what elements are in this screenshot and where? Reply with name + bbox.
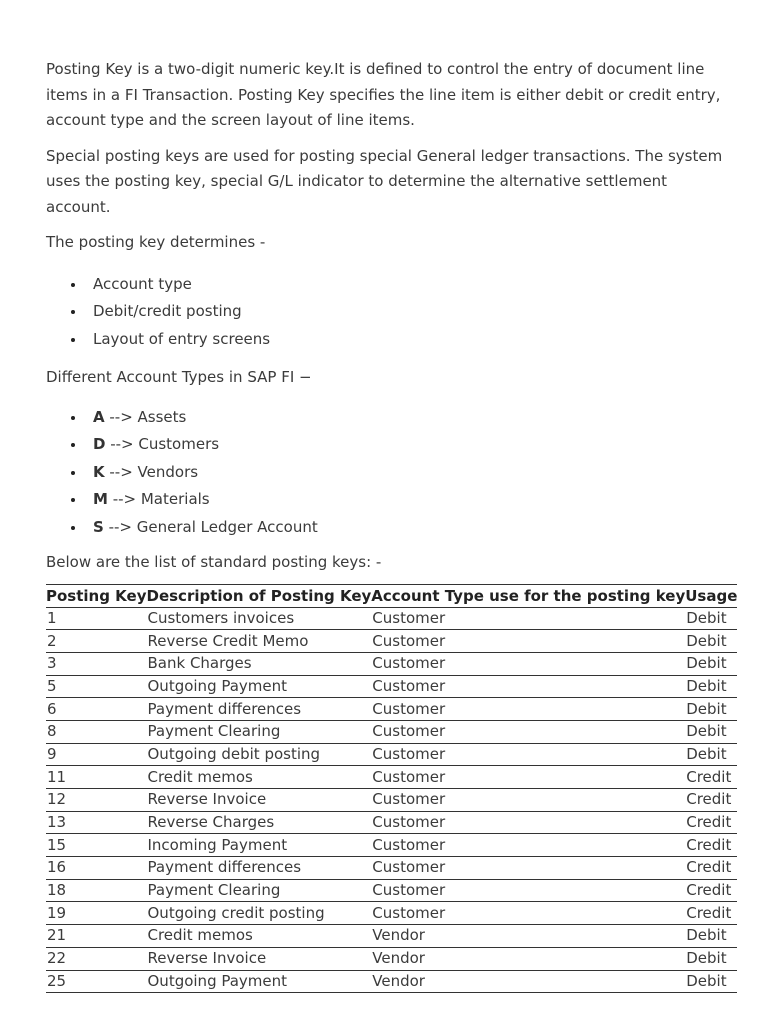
account-label: --> Assets (104, 407, 187, 426)
table-row (46, 675, 737, 698)
determines-heading: The posting key determines - (46, 233, 266, 251)
usage-cell: Credit (685, 834, 737, 857)
list-item (93, 514, 736, 542)
description-cell: Reverse Charges (147, 811, 372, 834)
table-row (46, 630, 737, 653)
posting-key-cell: 21 (46, 925, 147, 948)
intro-paragraph: Posting Key is a two-digit numeric key.It is defined to control the entry of document line items in a FI Transaction. Posting Key specifies the line item is either debit or credit entry, account type and the screen layout of line items. (46, 60, 721, 129)
account-type-cell: Vendor (371, 970, 685, 993)
column-header-account-type: Account Type use for the posting key (371, 584, 685, 607)
description-cell: Outgoing Payment (147, 970, 372, 993)
posting-key-cell: 15 (46, 834, 147, 857)
account-type-cell: Vendor (371, 925, 685, 948)
account-label: --> Customers (105, 435, 220, 453)
table-row (46, 652, 737, 675)
usage-cell: Credit (685, 879, 737, 902)
account-code: K (93, 462, 105, 481)
list-item: Account type (93, 271, 736, 299)
description-cell: Reverse Credit Memo (147, 630, 372, 653)
usage-cell: Debit (685, 675, 737, 698)
account-code: M (93, 490, 108, 508)
table-row (46, 834, 737, 857)
description-cell: Bank Charges (147, 652, 372, 675)
posting-key-cell: 5 (46, 675, 147, 698)
table-row (46, 766, 737, 789)
posting-key-cell: 6 (46, 698, 147, 721)
usage-cell: Debit (685, 947, 737, 970)
account-type-cell: Customer (371, 743, 685, 766)
posting-key-cell: 11 (46, 766, 147, 789)
usage-cell: Debit (685, 743, 737, 766)
posting-key-cell: 1 (46, 607, 147, 630)
posting-key-cell: 16 (46, 857, 147, 880)
description-cell: Reverse Invoice (147, 947, 372, 970)
usage-cell: Credit (685, 789, 737, 812)
determines-list (46, 271, 736, 354)
table-row (46, 720, 737, 743)
usage-cell: Debit (685, 720, 737, 743)
description-cell: Outgoing Payment (147, 675, 372, 698)
account-code: S (93, 517, 104, 536)
column-header-description: Description of Posting Key (147, 584, 372, 607)
list-item: Layout of entry screens (93, 326, 736, 354)
account-label: --> Materials (107, 490, 210, 508)
account-label: --> Vendors (104, 462, 199, 481)
article-body (46, 57, 736, 993)
description-cell: Reverse Invoice (147, 789, 372, 812)
posting-key-cell: 18 (46, 879, 147, 902)
account-type-cell: Customer (371, 675, 685, 698)
usage-cell: Credit (685, 811, 737, 834)
posting-keys-table (46, 584, 737, 994)
account-type-cell: Customer (371, 698, 685, 721)
table-row (46, 811, 737, 834)
usage-cell: Debit (685, 652, 737, 675)
posting-key-cell: 19 (46, 902, 147, 925)
posting-key-cell: 2 (46, 630, 147, 653)
description-cell: Credit memos (147, 925, 372, 948)
table-row (46, 925, 737, 948)
table-row (46, 789, 737, 812)
account-type-cell: Customer (371, 834, 685, 857)
list-item (93, 486, 736, 514)
description-cell: Incoming Payment (147, 834, 372, 857)
list-item (93, 459, 736, 487)
account-types-list (46, 404, 736, 542)
usage-cell: Debit (685, 970, 737, 993)
usage-cell: Credit (685, 902, 737, 925)
usage-cell: Debit (685, 698, 737, 721)
posting-key-cell: 3 (46, 652, 147, 675)
account-type-cell: Customer (371, 652, 685, 675)
special-keys-paragraph: Special posting keys are used for posting special General ledger transactions. The system uses the posting key, special G/L indicator to determine the alternative settlement account. (46, 146, 723, 216)
usage-cell: Credit (685, 857, 737, 880)
description-cell: Payment Clearing (147, 879, 372, 902)
description-cell: Customers invoices (147, 607, 372, 630)
description-cell: Outgoing debit posting (147, 743, 372, 766)
account-code: D (93, 435, 106, 453)
posting-key-cell: 22 (46, 947, 147, 970)
table-row (46, 970, 737, 993)
account-code: A (93, 407, 105, 426)
description-cell: Credit memos (147, 766, 372, 789)
account-type-cell: Customer (371, 811, 685, 834)
account-type-cell: Customer (371, 720, 685, 743)
account-label: --> General Ledger Account (103, 517, 318, 536)
account-types-heading: Different Account Types in SAP FI − (46, 368, 312, 386)
account-type-cell: Customer (371, 857, 685, 880)
table-row (46, 698, 737, 721)
posting-keys-heading: Below are the list of standard posting keys: - (46, 553, 382, 571)
table-row (46, 902, 737, 925)
table-row (46, 743, 737, 766)
description-cell: Outgoing credit posting (147, 902, 372, 925)
description-cell: Payment differences (147, 698, 372, 721)
account-type-cell: Customer (371, 902, 685, 925)
usage-cell: Credit (685, 766, 737, 789)
posting-key-cell: 8 (46, 720, 147, 743)
table-row (46, 879, 737, 902)
account-type-cell: Customer (371, 789, 685, 812)
table-row (46, 947, 737, 970)
account-type-cell: Vendor (371, 947, 685, 970)
table-row (46, 607, 737, 630)
table-header-row (46, 584, 737, 607)
description-cell: Payment differences (147, 857, 372, 880)
description-cell: Payment Clearing (147, 720, 372, 743)
list-item: Debit/credit posting (93, 298, 736, 326)
posting-key-cell: 13 (46, 811, 147, 834)
account-type-cell: Customer (371, 630, 685, 653)
posting-key-cell: 25 (46, 970, 147, 993)
column-header-posting-key: Posting Key (46, 584, 147, 607)
column-header-usage: Usage (685, 584, 737, 607)
posting-key-cell: 12 (46, 789, 147, 812)
posting-key-cell: 9 (46, 743, 147, 766)
table-body (46, 607, 737, 993)
usage-cell: Debit (685, 925, 737, 948)
usage-cell: Debit (685, 607, 737, 630)
account-type-cell: Customer (371, 879, 685, 902)
list-item (93, 404, 736, 432)
table-row (46, 857, 737, 880)
account-type-cell: Customer (371, 766, 685, 789)
account-type-cell: Customer (371, 607, 685, 630)
list-item (93, 431, 736, 459)
usage-cell: Debit (685, 630, 737, 653)
